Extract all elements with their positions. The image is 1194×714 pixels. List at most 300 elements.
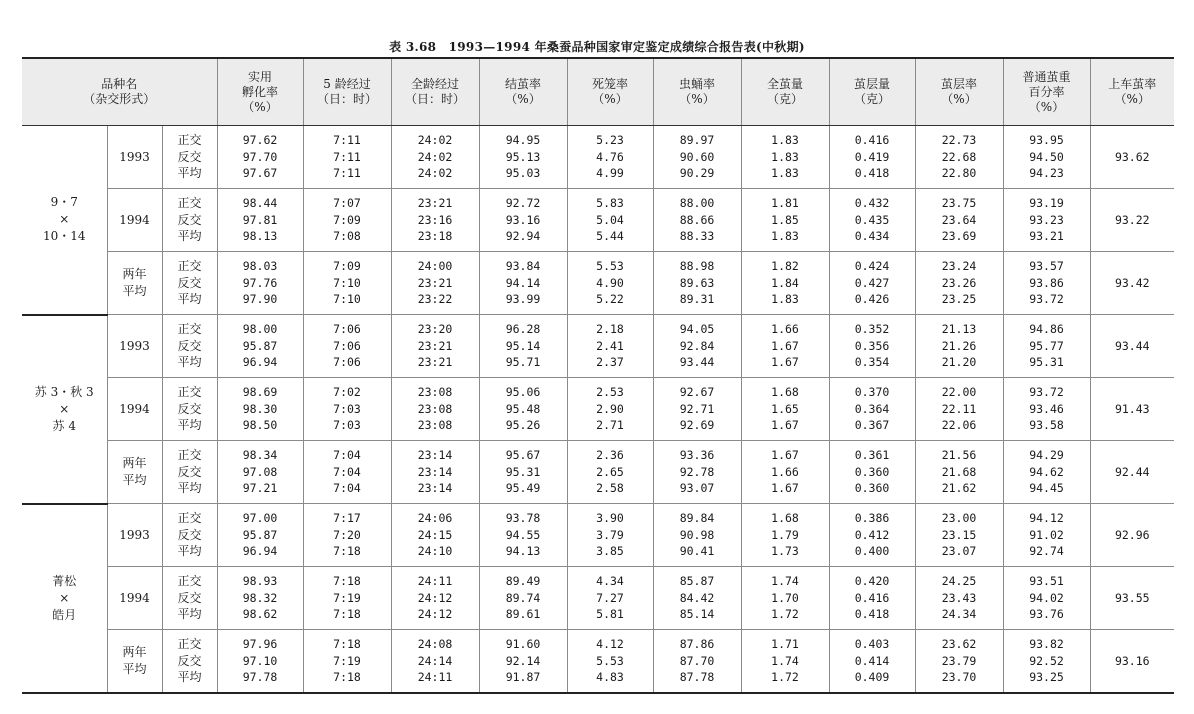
value: 3.90 xyxy=(596,511,624,526)
cross-type-label: 平均 xyxy=(177,418,202,433)
value: 94.29 xyxy=(1029,448,1064,463)
year-cell xyxy=(107,630,162,694)
value: 93.16 xyxy=(505,212,541,227)
value: 98.69 xyxy=(242,385,278,400)
value: 5.83 xyxy=(596,196,624,211)
cross-type-label: 正交 xyxy=(177,259,202,274)
cross-type-label: 正交 xyxy=(177,637,202,652)
value: 23:14 xyxy=(417,481,453,496)
value: 22.68 xyxy=(941,149,977,164)
value: 97.67 xyxy=(242,166,278,181)
value: 93.72 xyxy=(1029,292,1064,307)
header-cocooning-rate xyxy=(479,58,567,126)
header-line: （%） xyxy=(505,92,541,106)
value: 93.44 xyxy=(679,355,715,370)
value: 1.72 xyxy=(771,607,799,622)
value: 94.02 xyxy=(1029,590,1064,605)
pupation-rate-cell xyxy=(653,252,741,315)
value: 23:21 xyxy=(417,338,453,353)
value: 89.74 xyxy=(505,590,541,605)
cocoon-weight-cell xyxy=(741,252,829,315)
value: 95.71 xyxy=(505,355,541,370)
total-larval-cell xyxy=(391,378,479,441)
table-row xyxy=(22,126,1174,189)
header-line: 百分率 xyxy=(1028,84,1065,99)
value: 21.26 xyxy=(941,338,977,353)
value: 93.51 xyxy=(1029,574,1064,589)
value: 92.94 xyxy=(505,229,541,244)
table-row xyxy=(22,315,1174,378)
value: 2.37 xyxy=(596,355,624,370)
variety-name-line: × xyxy=(59,401,70,416)
value: 22.73 xyxy=(941,133,977,148)
value: 0.352 xyxy=(854,322,890,337)
value: 97.00 xyxy=(242,511,278,526)
value: 1.67 xyxy=(771,448,799,463)
value: 1.68 xyxy=(771,385,799,400)
reeling-rate-cell: 93.22 xyxy=(1090,189,1174,252)
shell-weight-cell xyxy=(829,441,915,504)
year-cell xyxy=(107,126,162,189)
header-shell-weight xyxy=(829,58,915,126)
value: 23:18 xyxy=(417,229,453,244)
value: 95.31 xyxy=(1029,355,1064,370)
value: 0.409 xyxy=(854,670,890,685)
value: 0.360 xyxy=(854,481,890,496)
cross-type-label: 正交 xyxy=(177,385,202,400)
variety-name-line: 苏 3・秋 3 xyxy=(34,384,94,399)
value: 23.62 xyxy=(941,637,977,652)
value: 23.24 xyxy=(941,259,977,274)
value: 87.70 xyxy=(679,653,715,668)
dead-cocoon-rate-cell xyxy=(567,126,653,189)
pupation-rate-cell xyxy=(653,189,741,252)
table-row xyxy=(22,630,1174,694)
normal-cocoon-cell xyxy=(1003,504,1090,567)
value: 89.97 xyxy=(679,133,715,148)
value: 97.76 xyxy=(242,275,278,290)
value: 95.03 xyxy=(505,166,541,181)
shell-weight-cell xyxy=(829,567,915,630)
cross-type-cell xyxy=(162,126,217,189)
value: 1.84 xyxy=(771,275,799,290)
value: 89.84 xyxy=(679,511,715,526)
year-cell xyxy=(107,315,162,378)
value: 23:22 xyxy=(417,292,453,307)
value: 93.78 xyxy=(505,511,541,526)
header-pupation-rate xyxy=(653,58,741,126)
value: 93.23 xyxy=(1029,212,1064,227)
value: 2.41 xyxy=(596,338,624,353)
value: 85.14 xyxy=(679,607,715,622)
header-line: 全茧量 xyxy=(766,77,803,91)
value: 7:17 xyxy=(333,511,361,526)
value: 24.34 xyxy=(941,607,977,622)
value: 93.95 xyxy=(1029,133,1064,148)
total-larval-cell xyxy=(391,126,479,189)
total-larval-cell xyxy=(391,315,479,378)
value: 90.41 xyxy=(679,544,715,559)
value: 0.432 xyxy=(854,196,890,211)
value: 7:11 xyxy=(333,149,361,164)
shell-weight-cell xyxy=(829,252,915,315)
value: 0.356 xyxy=(854,338,890,353)
value: 97.78 xyxy=(242,670,278,685)
reeling-rate-cell: 93.44 xyxy=(1090,315,1174,378)
value: 21.13 xyxy=(941,322,977,337)
header-line: （克） xyxy=(766,92,803,106)
value: 23:08 xyxy=(417,385,453,400)
value: 91.87 xyxy=(505,670,541,685)
dead-cocoon-rate-cell xyxy=(567,378,653,441)
value: 23.26 xyxy=(941,275,977,290)
shell-ratio-cell xyxy=(915,567,1003,630)
cross-type-label: 正交 xyxy=(177,322,202,337)
header-line: 实用 xyxy=(247,69,272,84)
value: 7:04 xyxy=(333,481,361,496)
reeling-rate-cell: 93.42 xyxy=(1090,252,1174,315)
value: 93.58 xyxy=(1029,418,1064,433)
fifth-instar-cell xyxy=(303,126,391,189)
value: 92.78 xyxy=(679,464,715,479)
value: 96.94 xyxy=(242,355,278,370)
value: 95.13 xyxy=(505,149,541,164)
header-line: （杂交形式） xyxy=(83,92,156,106)
value: 4.12 xyxy=(596,637,624,652)
cross-type-label: 反交 xyxy=(177,212,202,227)
hatching-rate-cell xyxy=(217,378,303,441)
value: 5.81 xyxy=(596,607,624,622)
value: 94.14 xyxy=(505,275,541,290)
value: 24:10 xyxy=(417,544,453,559)
value: 98.34 xyxy=(242,448,278,463)
value: 94.12 xyxy=(1029,511,1064,526)
value: 92.67 xyxy=(679,385,715,400)
header-cocoon-weight xyxy=(741,58,829,126)
fifth-instar-cell xyxy=(303,630,391,694)
header-line: （克） xyxy=(853,92,890,106)
value: 23.25 xyxy=(941,292,977,307)
reeling-rate-cell: 93.16 xyxy=(1090,630,1174,694)
value: 7:09 xyxy=(333,212,361,227)
value: 94.13 xyxy=(505,544,541,559)
value: 24:11 xyxy=(417,670,453,685)
value: 23:21 xyxy=(417,355,453,370)
value: 23:16 xyxy=(417,212,453,227)
year-line: 1994 xyxy=(119,590,150,605)
table-caption: 表 3.68 1993—1994 年桑蚕品种国家审定鉴定成绩综合报告表(中秋期) xyxy=(389,40,805,54)
year-cell xyxy=(107,441,162,504)
value: 89.61 xyxy=(505,607,541,622)
value: 7:19 xyxy=(333,653,361,668)
header-line: （%） xyxy=(679,92,715,106)
value: 7:10 xyxy=(333,292,361,307)
value: 97.90 xyxy=(242,292,278,307)
header-reeling-cocoon-rate xyxy=(1090,58,1174,126)
table-row xyxy=(22,441,1174,504)
value: 2.90 xyxy=(596,401,624,416)
value: 89.31 xyxy=(679,292,715,307)
value: 23.15 xyxy=(941,527,977,542)
value: 98.44 xyxy=(242,196,278,211)
header-line: 孵化率 xyxy=(241,84,278,99)
value: 94.55 xyxy=(505,527,541,542)
value: 0.354 xyxy=(854,355,890,370)
value: 97.81 xyxy=(242,212,278,227)
value: 2.71 xyxy=(596,418,624,433)
cross-type-label: 正交 xyxy=(177,574,202,589)
value: 24:02 xyxy=(417,166,453,181)
value: 0.364 xyxy=(854,401,890,416)
dead-cocoon-rate-cell xyxy=(567,630,653,694)
value: 0.418 xyxy=(854,166,890,181)
hatching-rate-cell xyxy=(217,315,303,378)
year-cell xyxy=(107,567,162,630)
cross-type-cell xyxy=(162,252,217,315)
pupation-rate-cell xyxy=(653,126,741,189)
value: 0.361 xyxy=(854,448,890,463)
fifth-instar-cell xyxy=(303,252,391,315)
cocooning-rate-cell xyxy=(479,504,567,567)
cocoon-weight-cell xyxy=(741,630,829,694)
header-line: 结茧率 xyxy=(504,77,541,91)
value: 90.98 xyxy=(679,527,715,542)
value: 21.56 xyxy=(941,448,977,463)
header-line: 上车茧率 xyxy=(1108,77,1157,91)
value: 7:08 xyxy=(333,229,361,244)
value: 2.36 xyxy=(596,448,624,463)
value: 90.29 xyxy=(679,166,715,181)
value: 7:18 xyxy=(333,574,361,589)
value: 88.33 xyxy=(679,229,715,244)
value: 5.53 xyxy=(596,259,624,274)
value: 98.00 xyxy=(242,322,278,337)
cross-type-label: 反交 xyxy=(177,590,202,605)
total-larval-cell xyxy=(391,189,479,252)
total-larval-cell xyxy=(391,441,479,504)
year-cell xyxy=(107,189,162,252)
header-shell-ratio xyxy=(915,58,1003,126)
table-row xyxy=(22,252,1174,315)
value: 1.71 xyxy=(771,637,799,652)
value: 23.70 xyxy=(941,670,977,685)
value: 21.68 xyxy=(941,464,977,479)
value: 1.66 xyxy=(771,322,799,337)
cocooning-rate-cell xyxy=(479,189,567,252)
value: 95.31 xyxy=(505,464,541,479)
value: 0.400 xyxy=(854,544,890,559)
table-row xyxy=(22,567,1174,630)
value: 93.82 xyxy=(1029,637,1064,652)
year-line: 平均 xyxy=(122,284,147,298)
reeling-rate-cell: 92.96 xyxy=(1090,504,1174,567)
value: 95.48 xyxy=(505,401,541,416)
value: 94.45 xyxy=(1029,481,1064,496)
value: 94.05 xyxy=(679,322,715,337)
value: 1.74 xyxy=(771,574,799,589)
header-line: 茧层率 xyxy=(940,77,977,91)
value: 1.67 xyxy=(771,355,799,370)
cocooning-rate-cell xyxy=(479,378,567,441)
fifth-instar-cell xyxy=(303,441,391,504)
fifth-instar-cell xyxy=(303,189,391,252)
value: 94.23 xyxy=(1029,166,1064,181)
value: 7.27 xyxy=(596,590,624,605)
year-line: 1994 xyxy=(119,212,150,227)
value: 95.06 xyxy=(505,385,541,400)
cross-type-label: 平均 xyxy=(177,670,202,685)
value: 23:20 xyxy=(417,322,453,337)
value: 4.83 xyxy=(596,670,624,685)
cross-type-label: 平均 xyxy=(177,355,202,370)
value: 0.419 xyxy=(854,149,890,164)
value: 24:02 xyxy=(417,133,453,148)
pupation-rate-cell xyxy=(653,378,741,441)
cocoon-weight-cell xyxy=(741,504,829,567)
pupation-rate-cell xyxy=(653,441,741,504)
value: 21.20 xyxy=(941,355,977,370)
value: 95.26 xyxy=(505,418,541,433)
value: 5.23 xyxy=(596,133,624,148)
value: 23:08 xyxy=(417,418,453,433)
shell-ratio-cell xyxy=(915,126,1003,189)
reeling-rate-cell: 92.44 xyxy=(1090,441,1174,504)
value: 5.44 xyxy=(596,229,624,244)
value: 89.49 xyxy=(505,574,541,589)
value: 24:12 xyxy=(417,590,453,605)
value: 91.60 xyxy=(505,637,541,652)
cross-type-cell xyxy=(162,378,217,441)
value: 92.74 xyxy=(1029,544,1064,559)
value: 7:18 xyxy=(333,670,361,685)
value: 98.32 xyxy=(242,590,278,605)
value: 0.418 xyxy=(854,607,890,622)
shell-weight-cell xyxy=(829,126,915,189)
value: 1.73 xyxy=(771,544,799,559)
fifth-instar-cell xyxy=(303,567,391,630)
cocooning-rate-cell xyxy=(479,315,567,378)
value: 2.58 xyxy=(596,481,624,496)
value: 0.416 xyxy=(854,133,890,148)
cross-type-cell xyxy=(162,189,217,252)
value: 7:07 xyxy=(333,196,361,211)
dead-cocoon-rate-cell xyxy=(567,441,653,504)
value: 92.14 xyxy=(505,653,541,668)
cross-type-label: 反交 xyxy=(177,275,202,290)
value: 0.426 xyxy=(854,292,890,307)
value: 22.11 xyxy=(941,401,977,416)
value: 7:10 xyxy=(333,275,361,290)
value: 94.62 xyxy=(1029,464,1064,479)
total-larval-cell xyxy=(391,630,479,694)
value: 95.67 xyxy=(505,448,541,463)
cocoon-weight-cell xyxy=(741,189,829,252)
value: 0.370 xyxy=(854,385,890,400)
value: 7:18 xyxy=(333,544,361,559)
variety-name-cell xyxy=(22,315,107,504)
header-line: 品种名 xyxy=(101,77,138,91)
value: 1.81 xyxy=(771,196,799,211)
value: 1.66 xyxy=(771,464,799,479)
cross-type-cell xyxy=(162,315,217,378)
value: 23.79 xyxy=(941,653,977,668)
value: 1.65 xyxy=(771,401,799,416)
cross-type-label: 反交 xyxy=(177,338,202,353)
variety-name-line: 苏 4 xyxy=(52,418,76,433)
fifth-instar-cell xyxy=(303,315,391,378)
header-variety-name xyxy=(22,58,217,126)
value: 5.53 xyxy=(596,653,624,668)
value: 23:14 xyxy=(417,464,453,479)
value: 95.87 xyxy=(242,338,278,353)
value: 24:02 xyxy=(417,149,453,164)
value: 97.62 xyxy=(242,133,278,148)
variety-name-cell xyxy=(22,504,107,694)
value: 1.83 xyxy=(771,166,799,181)
value: 87.86 xyxy=(679,637,715,652)
value: 92.71 xyxy=(679,401,715,416)
value: 24:12 xyxy=(417,607,453,622)
pupation-rate-cell xyxy=(653,630,741,694)
shell-weight-cell xyxy=(829,189,915,252)
header-hatching-rate xyxy=(217,58,303,126)
normal-cocoon-cell xyxy=(1003,126,1090,189)
variety-name-line: × xyxy=(59,212,70,227)
normal-cocoon-cell xyxy=(1003,189,1090,252)
cross-type-label: 平均 xyxy=(177,229,202,244)
value: 95.87 xyxy=(242,527,278,542)
value: 94.50 xyxy=(1029,149,1064,164)
value: 7:18 xyxy=(333,607,361,622)
value: 5.22 xyxy=(596,292,624,307)
value: 24.25 xyxy=(941,574,977,589)
value: 1.83 xyxy=(771,229,799,244)
cross-type-cell xyxy=(162,441,217,504)
value: 95.14 xyxy=(505,338,541,353)
header-line: （%） xyxy=(592,92,628,106)
header-line: 全龄经过 xyxy=(410,77,459,91)
header-line: （%） xyxy=(941,92,977,106)
header-line: （%） xyxy=(1114,92,1150,106)
value: 88.66 xyxy=(679,212,715,227)
value: 22.80 xyxy=(941,166,977,181)
value: 93.57 xyxy=(1029,259,1064,274)
value: 1.85 xyxy=(771,212,799,227)
shell-weight-cell xyxy=(829,504,915,567)
value: 23.43 xyxy=(941,590,977,605)
year-line: 1993 xyxy=(119,527,150,542)
header-line: 5 龄经过 xyxy=(323,77,371,91)
value: 94.86 xyxy=(1029,322,1064,337)
cocooning-rate-cell xyxy=(479,252,567,315)
value: 93.99 xyxy=(505,292,541,307)
value: 24:00 xyxy=(417,259,453,274)
value: 4.76 xyxy=(596,149,624,164)
table-row xyxy=(22,378,1174,441)
value: 4.99 xyxy=(596,166,624,181)
value: 98.13 xyxy=(242,229,278,244)
dead-cocoon-rate-cell xyxy=(567,567,653,630)
shell-ratio-cell xyxy=(915,378,1003,441)
cross-type-label: 平均 xyxy=(177,481,202,496)
header-line: （日：时） xyxy=(316,92,377,106)
value: 23:14 xyxy=(417,448,453,463)
header-total-larval-duration xyxy=(391,58,479,126)
header-line: （%） xyxy=(242,99,278,114)
value: 0.435 xyxy=(854,212,890,227)
value: 7:20 xyxy=(333,527,361,542)
value: 97.96 xyxy=(242,637,278,652)
